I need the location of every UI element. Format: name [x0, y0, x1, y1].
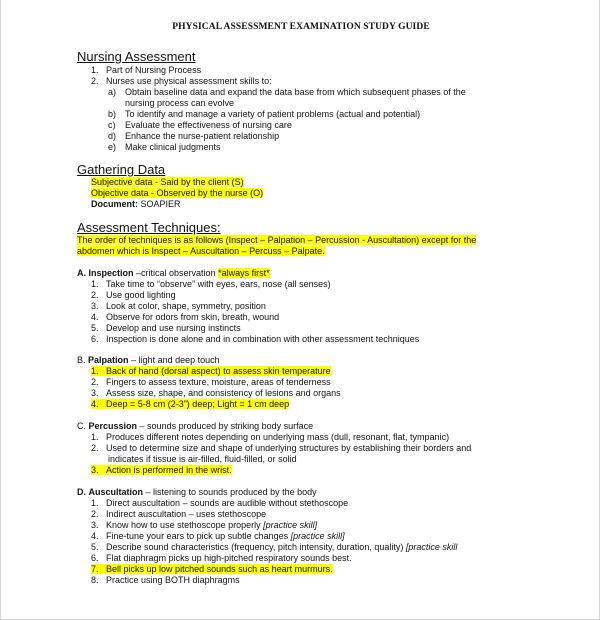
objective-data-line: Objective data - Observed by the nurse (O) — [91, 188, 264, 198]
list-item: 5. Describe sound characteristics (frequency, pitch intensity, duration, quality) [practice skill — [91, 542, 458, 552]
techniques-intro: abdomen which is Inspect – Auscultation – Percuss – Palpate. — [77, 246, 325, 256]
list-item: 3. Action is performed in the wrist. — [91, 465, 232, 475]
list-item: 4. Fine-tune your ears to pick up subtle changes [practice skill] — [91, 531, 345, 541]
document-line: Document: SOAPIER — [91, 199, 181, 209]
list-item: 2. Use good lighting — [91, 290, 176, 300]
sub-list-item: a) Obtain baseline data and expand the data base from which subsequent phases of the — [108, 87, 466, 97]
sub-list-item: d) Enhance the nurse-patient relationship — [108, 131, 280, 141]
list-item: 1. Back of hand (dorsal aspect) to assess skin temperature — [91, 366, 331, 376]
list-item: 1. Take time to “observe” with eyes, ears, nose (all senses) — [91, 279, 331, 289]
palpation-heading: B. Palpation – light and deep touch — [77, 355, 220, 365]
sub-list-item: e) Make clinical judgments — [108, 142, 221, 152]
section-heading-nursing: Nursing Assessment — [77, 49, 196, 64]
list-item: 4. Observe for odors from skin, breath, wound — [91, 312, 280, 322]
auscultation-heading: D. Auscultation – listening to sounds produced by the body — [77, 487, 317, 497]
list-item: 3. Know how to use stethoscope properly [practice skill] — [91, 520, 318, 530]
list-item: 2. Indirect auscultation – uses stethoscope — [91, 509, 267, 519]
list-item: 6. Flat diaphragm picks up high-pitched respiratory sounds best. — [91, 553, 352, 563]
section-heading-techniques: Assessment Techniques: — [77, 220, 221, 235]
subjective-data-line: Subjective data - Said by the client (S) — [91, 177, 244, 187]
list-item: 6. Inspection is done alone and in combination with other assessment techniques — [91, 334, 420, 344]
inspection-heading: A. Inspection –critical observation *always first* — [77, 268, 270, 278]
list-item: 1. Produces different notes depending on underlying mass (dull, resonant, flat, tympanic) — [91, 432, 450, 442]
list-item: 1. Direct auscultation – sounds are audible without stethoscope — [91, 498, 349, 508]
list-item: 1. Part of Nursing Process — [91, 65, 202, 75]
section-heading-gathering: Gathering Data — [77, 162, 166, 177]
list-item: 7. Bell picks up low pitched sounds such as heart murmurs. — [91, 564, 333, 574]
list-item-continued: indicates if tissue is air-filled, fluid-filled, or solid — [108, 454, 297, 464]
list-item: 5. Develop and use nursing instincts — [91, 323, 241, 333]
list-item: 2. Fingers to assess texture, moisture, areas of tenderness — [91, 377, 331, 387]
document-title: PHYSICAL ASSESSMENT EXAMINATION STUDY GUIDE — [172, 22, 430, 32]
percussion-heading: C. Percussion – sounds produced by striking body surface — [77, 421, 314, 431]
list-item: 8. Practice using BOTH diaphragms — [91, 575, 240, 585]
sub-list-item-continued: nursing process can evolve — [125, 98, 235, 108]
list-item: 4. Deep = 5-8 cm (2-3”) deep; Light = 1 cm deep — [91, 399, 290, 409]
sub-list-item: c) Evaluate the effectiveness of nursing care — [108, 120, 292, 130]
sub-list-item: b) To identify and manage a variety of patient problems (actual and potential) — [108, 109, 421, 119]
list-item: 3. Look at color, shape, symmetry, position — [91, 301, 266, 311]
list-item: 2. Used to determine size and shape of underlying structures by establishing their borders and — [91, 443, 472, 453]
list-item: 3. Assess size, shape, and consistency of lesions and organs — [91, 388, 341, 398]
techniques-intro: The order of techniques is as follows (Inspect – Palpation – Percussion - Auscultation) except for the — [77, 235, 477, 245]
list-item: 2. Nurses use physical assessment skills to: — [91, 76, 272, 86]
